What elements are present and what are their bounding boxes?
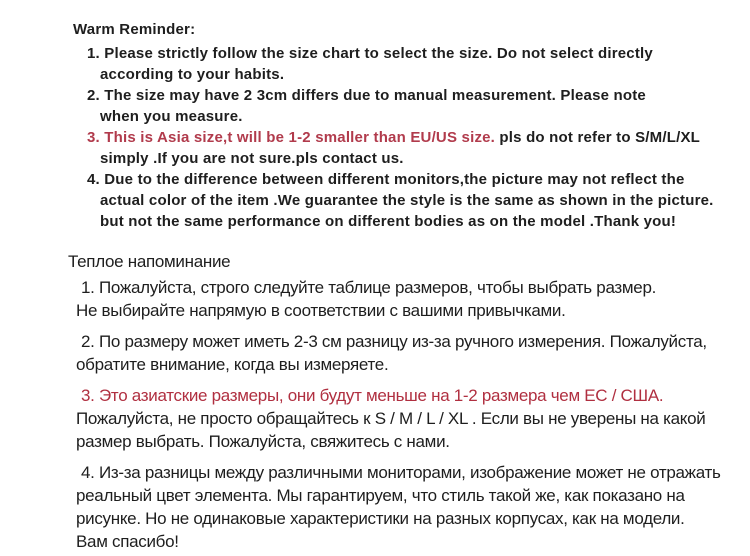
- en-item3-red-text: 3. This is Asia size,t will be 1-2 smaller than EU/US size.: [87, 129, 496, 146]
- en-item4-line3: but not the same performance on different bodies as on the model .Thank you!: [100, 213, 677, 230]
- ru-item3-line2: Пожалуйста, не просто обращайтесь к S / M / L / XL . Если вы не уверены на какой: [76, 409, 706, 428]
- ru-item3-red-line: 3. Это азиатские размеры, они будут меньше на 1-2 размера чем ЕС / США.: [81, 386, 664, 405]
- ru-item2-line1: 2. По размеру может иметь 2-3 см разницу из-за ручного измерения. Пожалуйста,: [81, 332, 707, 351]
- ru-item1-line1: 1. Пожалуйста, строго следуйте таблице размеров, чтобы выбрать размер.: [81, 278, 657, 297]
- en-item3-rest-text: pls do not refer to S/M/L/XL: [495, 129, 701, 146]
- en-item3-line2: simply .If you are not sure.pls contact us.: [100, 150, 404, 167]
- en-item4-line1: 4. Due to the difference between different monitors,the picture may not reflect the: [87, 171, 685, 188]
- en-item3-line1: [87, 127, 750, 148]
- en-item1-line1: 1. Please strictly follow the size chart to select the size. Do not select directly: [87, 45, 653, 62]
- ru-item4-line3: рисунке. Но не одинаковые характеристики на разных корпусах, как на модели.: [76, 509, 685, 528]
- ru-item4-line2: реальный цвет элемента. Мы гарантируем, что стиль такой же, как показано на: [76, 486, 685, 505]
- en-item2-line1: 2. The size may have 2 3cm differs due to manual measurement. Please note: [87, 87, 646, 104]
- en-item2-line2: when you measure.: [100, 108, 243, 125]
- ru-item1-line2: Не выбирайте напрямую в соответствии с вашими привычками.: [76, 301, 566, 320]
- warm-reminder-heading-ru: Теплое напоминание: [68, 252, 231, 271]
- en-item1-line2: according to your habits.: [100, 66, 285, 83]
- ru-item4-line1: 4. Из-за разницы между различными мониторами, изображение может не отражать: [81, 463, 721, 482]
- ru-item3-line3: размер выбрать. Пожалуйста, свяжитесь с нами.: [76, 432, 450, 451]
- en-item4-line2: actual color of the item .We guarantee the style is the same as shown in the picture.: [100, 192, 714, 209]
- english-reminder-section: [0, 19, 750, 232]
- warm-reminder-heading: Warm Reminder:: [73, 21, 196, 38]
- ru-item4-line4: Вам спасибо!: [76, 532, 179, 551]
- russian-reminder-section: [0, 250, 750, 553]
- ru-item2-line2: обратите внимание, когда вы измеряете.: [76, 355, 389, 374]
